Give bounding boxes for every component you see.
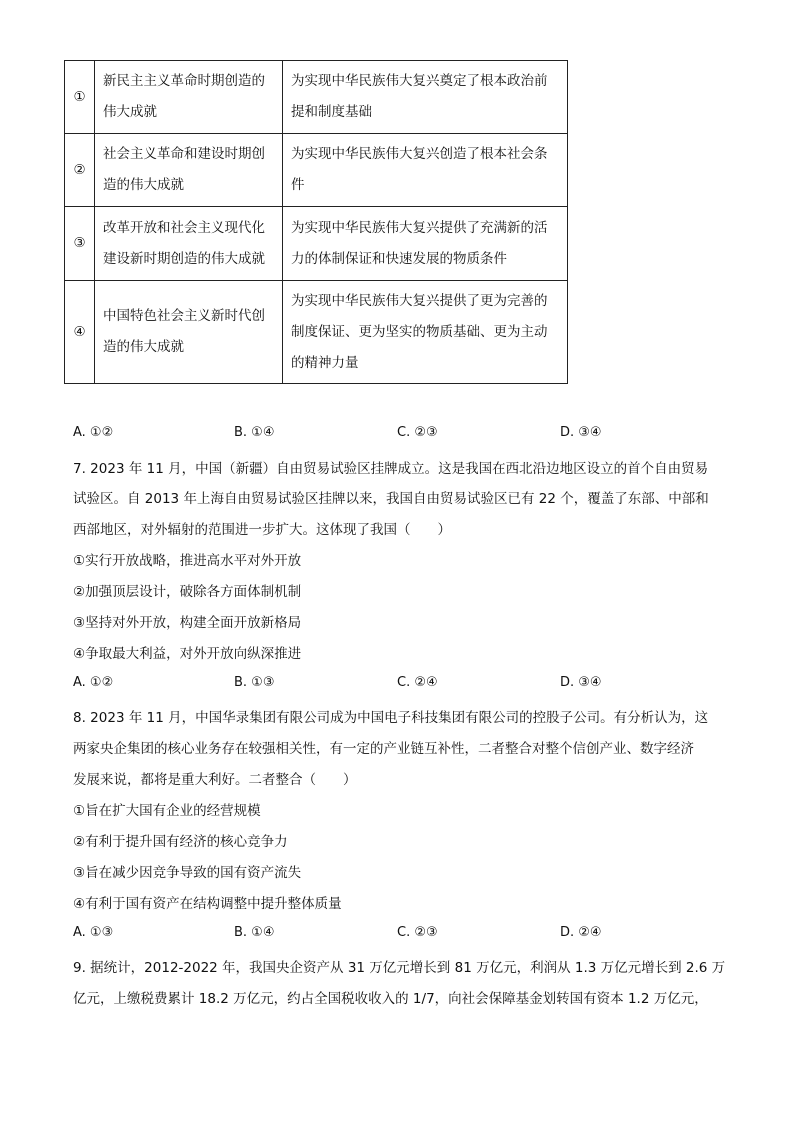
table-row (65, 281, 568, 384)
option-d[interactable]: D. ③④ (560, 425, 602, 440)
q8-statement-2: ②有利于提升国有经济的核心竞争力 (73, 834, 288, 850)
table-row (65, 134, 568, 207)
table-row (65, 207, 568, 281)
q8-options (73, 925, 713, 945)
achievements-table (64, 60, 568, 384)
q9-stem-line-2: 亿元，上缴税费累计 18.2 万亿元，约占全国税收收入的 1/7，向社会保障基金划转国有资本 1.2 万亿元， (73, 991, 708, 1007)
period-cell: 改革开放和社会主义现代化 建设新时期创造的伟大成就 (95, 207, 283, 281)
option-b[interactable]: B. ①④ (234, 425, 275, 440)
q7-statement-2: ②加强顶层设计，破除各方面体制机制 (73, 584, 302, 600)
option-c[interactable]: C. ②③ (397, 425, 438, 440)
q7-statement-1: ①实行开放战略，推进高水平对外开放 (73, 553, 302, 569)
option-b[interactable]: B. ①③ (234, 675, 275, 690)
option-d[interactable]: D. ③④ (560, 675, 602, 690)
row-number: ② (65, 134, 95, 207)
period-cell: 中国特色社会主义新时代创 造的伟大成就 (95, 281, 283, 384)
q7-statement-4: ④争取最大利益，对外开放向纵深推进 (73, 646, 302, 662)
q8-statement-3: ③旨在减少因竞争导致的国有资产流失 (73, 865, 302, 881)
meaning-cell: 为实现中华民族伟大复兴提供了充满新的活 力的体制保证和快速发展的物质条件 (283, 207, 568, 281)
q7-stem-line-2: 试验区。自 2013 年上海自由贸易试验区挂牌以来，我国自由贸易试验区已有 22 个，覆盖了东部、中部和 (73, 491, 709, 507)
option-c[interactable]: C. ②③ (397, 925, 438, 940)
q7-statement-3: ③坚持对外开放，构建全面开放新格局 (73, 615, 302, 631)
q7-stem-line-1: 7. 2023 年 11 月，中国（新疆）自由贸易试验区挂牌成立。这是我国在西北沿边地区设立的首个自由贸易 (73, 461, 709, 477)
option-b[interactable]: B. ①④ (234, 925, 275, 940)
option-d[interactable]: D. ②④ (560, 925, 602, 940)
q9-stem-line-1: 9. 据统计，2012-2022 年，我国央企资产从 31 万亿元增长到 81 万亿元，利润从 1.3 万亿元增长到 2.6 万 (73, 960, 726, 976)
period-cell: 社会主义革命和建设时期创 造的伟大成就 (95, 134, 283, 207)
option-a[interactable]: A. ①③ (73, 925, 114, 940)
q8-stem-line-1: 8. 2023 年 11 月，中国华录集团有限公司成为中国电子科技集团有限公司的控股子公司。有分析认为，这 (73, 710, 709, 726)
q7-options (73, 675, 713, 695)
option-a[interactable]: A. ①② (73, 425, 114, 440)
period-cell: 新民主主义革命时期创造的 伟大成就 (95, 61, 283, 134)
row-number: ④ (65, 281, 95, 384)
q6-options (73, 425, 713, 445)
q8-statement-4: ④有利于国有资产在结构调整中提升整体质量 (73, 896, 342, 912)
q8-statement-1: ①旨在扩大国有企业的经营规模 (73, 803, 261, 819)
option-c[interactable]: C. ②④ (397, 675, 438, 690)
meaning-cell: 为实现中华民族伟大复兴提供了更为完善的 制度保证、更为坚实的物质基础、更为主动 的精神力量 (283, 281, 568, 384)
row-number: ③ (65, 207, 95, 281)
q7-stem-line-3: 西部地区，对外辐射的范围进一步扩大。这体现了我国（ ） (73, 522, 451, 538)
meaning-cell: 为实现中华民族伟大复兴创造了根本社会条 件 (283, 134, 568, 207)
meaning-cell: 为实现中华民族伟大复兴奠定了根本政治前 提和制度基础 (283, 61, 568, 134)
row-number: ① (65, 61, 95, 134)
q8-stem-line-3: 发展来说，都将是重大利好。二者整合（ ） (73, 772, 357, 788)
q8-stem-line-2: 两家央企集团的核心业务存在较强相关性，有一定的产业链互补性，二者整合对整个信创产业、数字经济 (73, 741, 694, 757)
option-a[interactable]: A. ①② (73, 675, 114, 690)
table-row (65, 61, 568, 134)
